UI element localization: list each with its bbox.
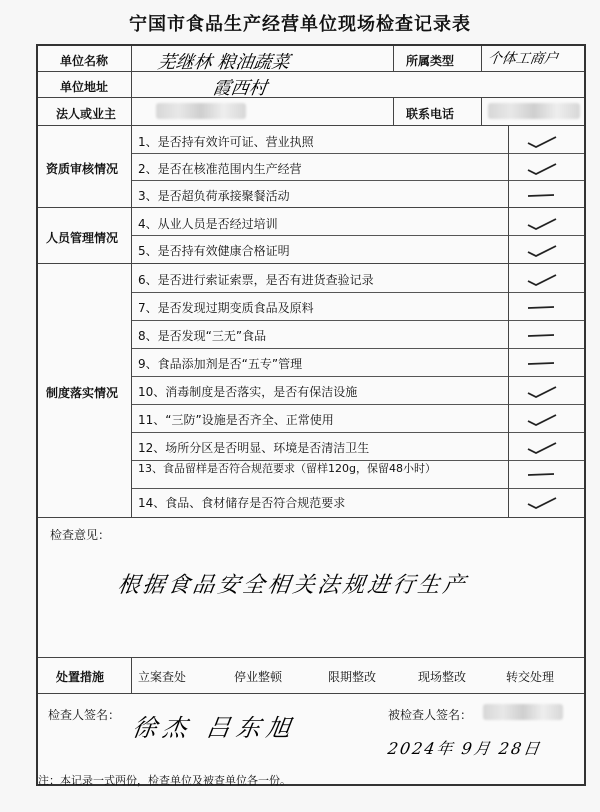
measure-option-3: 限期整改: [328, 670, 377, 684]
inspection-form: [36, 44, 586, 786]
redacted-phone: [488, 103, 580, 119]
measure-option-4: 现场整改: [418, 670, 467, 684]
address-value: 霞西村: [211, 78, 269, 99]
legal-person-label: 法人或业主: [56, 107, 117, 121]
item-4: 4、从业人员是否经过培训: [138, 217, 278, 231]
check-mark-icon: [526, 218, 558, 230]
category-value: 个体工商户: [486, 51, 559, 67]
dash-mark-icon: [526, 330, 558, 342]
opinion-row: [38, 518, 584, 658]
measures-row: [38, 658, 584, 694]
section-name-qualification: 资质审核情况: [46, 162, 119, 176]
item-5: 5、是否持有效健康合格证明: [138, 244, 290, 258]
item-11: 11、“三防”设施是否齐全、正常使用: [138, 413, 334, 427]
dash-mark-icon: [526, 469, 558, 481]
section-qualification: [38, 126, 584, 208]
item-14: 14、食品、食材储存是否符合规范要求: [138, 496, 346, 510]
item-1: 1、是否持有效许可证、营业执照: [138, 135, 314, 149]
check-mark-icon: [526, 497, 558, 509]
row-line: [131, 488, 584, 489]
row-line: [131, 292, 584, 293]
check-mark-icon: [526, 136, 558, 148]
header-divider-2: [393, 46, 394, 72]
address-label: 单位地址: [60, 80, 109, 94]
row-line: [131, 153, 584, 154]
row-line: [131, 180, 584, 181]
dash-mark-icon: [526, 358, 558, 370]
check-mark-icon: [526, 274, 558, 286]
item-7: 7、是否发现过期变质食品及原料: [138, 301, 314, 315]
category-label: 所属类型: [406, 54, 455, 68]
check-mark-icon: [526, 414, 558, 426]
redacted-legal-person: [156, 103, 246, 119]
check-mark-icon: [526, 386, 558, 398]
unit-name-value: 芜继林 粮油蔬菜: [156, 52, 291, 73]
item-9: 9、食品添加剂是否“五专”管理: [138, 357, 303, 371]
inspector-signature: 徐杰 吕东旭: [130, 714, 299, 742]
section-personnel: [38, 208, 584, 264]
section-name-personnel: 人员管理情况: [46, 231, 119, 245]
phone-label: 联系电话: [406, 107, 455, 121]
opinion-text: 根据食品安全相关法规进行生产: [115, 573, 470, 598]
item-10: 10、消毒制度是否落实，是否有保洁设施: [138, 385, 358, 399]
measure-option-1: 立案查处: [138, 670, 187, 684]
measure-option-5: 转交处理: [506, 670, 555, 684]
unit-name-row: [38, 46, 584, 72]
row-line: [131, 432, 584, 433]
header-divider-5: [481, 98, 482, 126]
measures-label: 处置措施: [56, 670, 105, 684]
dash-mark-icon: [526, 190, 558, 202]
row-line: [131, 320, 584, 321]
row-line: [131, 404, 584, 405]
redacted-inspectee-signature: [483, 704, 563, 720]
header-divider-4: [393, 98, 394, 126]
inspector-label: 检查人签名：: [48, 708, 121, 722]
item-8: 8、是否发现“三无”食品: [138, 329, 267, 343]
header-divider-1: [131, 46, 132, 126]
section-name-institutional: 制度落实情况: [46, 386, 119, 400]
check-mark-icon: [526, 442, 558, 454]
measures-divider: [131, 658, 132, 693]
signature-area: [38, 694, 584, 784]
inspection-date: 2024年 9月 28日: [386, 739, 543, 758]
inspectee-label: 被检查人签名：: [388, 708, 473, 722]
opinion-label: 检查意见：: [50, 528, 111, 542]
section-divider: [131, 126, 132, 518]
legal-person-row: [38, 98, 584, 126]
row-line: [131, 460, 584, 461]
unit-name-label: 单位名称: [60, 54, 109, 68]
dash-mark-icon: [526, 302, 558, 314]
measure-option-2: 停业整顿: [234, 670, 283, 684]
form-title: 宁国市食品生产经营单位现场检查记录表: [129, 14, 471, 35]
check-mark-icon: [526, 163, 558, 175]
row-line: [131, 235, 584, 236]
form-note: 注：本记录一式两份，检查单位及被查单位各一份。: [38, 774, 291, 787]
check-mark-icon: [526, 245, 558, 257]
row-line: [131, 376, 584, 377]
item-6: 6、是否进行索证索票，是否有进货查验记录: [138, 273, 374, 287]
section-institutional: [38, 264, 584, 518]
item-13: 13、食品留样是否符合规范要求（留样120g，保留48小时）: [138, 462, 436, 475]
item-3: 3、是否超负荷承接聚餐活动: [138, 189, 290, 203]
header-divider-3: [481, 46, 482, 72]
result-divider: [508, 126, 509, 518]
address-row: [38, 72, 584, 98]
item-12: 12、场所分区是否明显、环境是否清洁卫生: [138, 441, 370, 455]
row-line: [131, 348, 584, 349]
item-2: 2、是否在核准范围内生产经营: [138, 162, 302, 176]
